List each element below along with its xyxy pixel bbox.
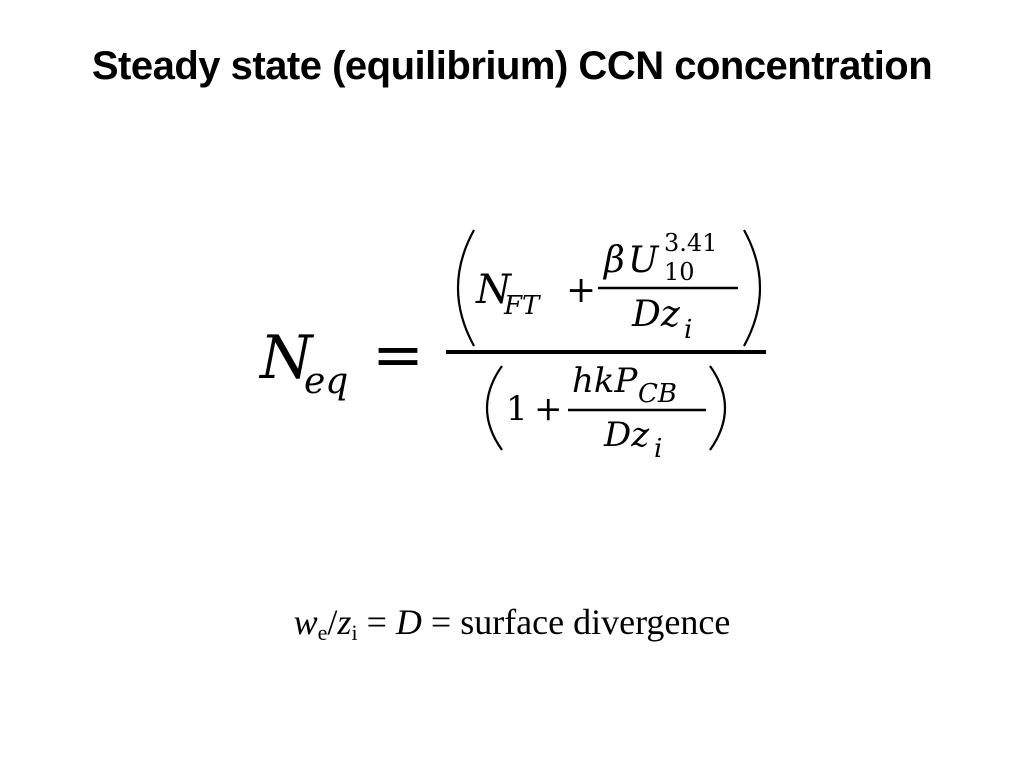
lhs-symbol: N bbox=[260, 323, 313, 393]
numerator-frac-beta: β bbox=[604, 240, 625, 281]
numerator-frac-superscript: 3.41 bbox=[664, 229, 718, 257]
numerator-plus: + bbox=[566, 270, 597, 311]
definition-equals-2: = bbox=[421, 602, 461, 642]
numerator-left-paren bbox=[458, 230, 474, 346]
slide-title: Steady state (equilibrium) CCN concentration bbox=[91, 44, 933, 88]
denominator-one: 1 bbox=[506, 389, 528, 429]
numerator-term1-symbol: N bbox=[476, 267, 511, 313]
definition-D: D bbox=[395, 602, 422, 642]
denominator-right-paren bbox=[710, 366, 725, 450]
denominator-frac-denominator-subscript: i bbox=[654, 434, 663, 464]
equals-sign: = bbox=[372, 318, 424, 391]
numerator-frac-denominator: Dz bbox=[632, 294, 680, 335]
definition-w-subscript: e bbox=[317, 620, 328, 645]
denominator-frac-numerator: hkP bbox=[572, 361, 638, 401]
denominator-frac-numerator-subscript: CB bbox=[638, 379, 677, 409]
definition-w: w bbox=[293, 602, 318, 642]
definition-text: surface divergence bbox=[460, 602, 731, 642]
definition-line bbox=[0, 600, 1024, 644]
numerator-right-paren bbox=[744, 230, 760, 346]
denominator-left-paren bbox=[487, 366, 502, 450]
numerator-frac-symbol: U bbox=[628, 240, 659, 281]
denominator-frac-denominator: Dz bbox=[604, 415, 650, 455]
numerator-frac-subscript: 10 bbox=[664, 258, 695, 286]
numerator-term1-subscript: FT bbox=[504, 291, 540, 321]
lhs-subscript: eq bbox=[304, 361, 349, 402]
denominator-plus: + bbox=[534, 389, 563, 429]
definition-equals-1: = bbox=[357, 602, 396, 642]
definition-slash: / bbox=[327, 602, 338, 642]
definition-z: z bbox=[337, 602, 352, 642]
definition-z-subscript: i bbox=[351, 620, 358, 645]
numerator-frac-denominator-subscript: i bbox=[684, 315, 693, 345]
